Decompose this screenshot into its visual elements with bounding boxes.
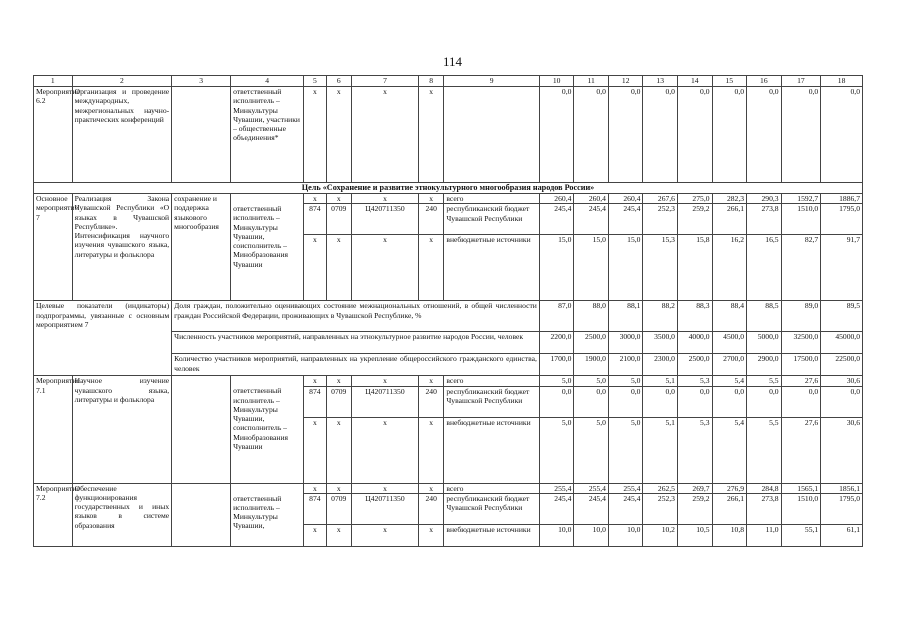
budget-code: 240: [418, 386, 443, 417]
event-description: Обеспечение функционирования государственных и иных языков в системе образования: [72, 483, 172, 546]
funding-source: внебюджетные источники: [444, 235, 539, 301]
value-cell: 61,1: [821, 524, 863, 546]
value-cell: 0,0: [574, 87, 609, 183]
value-cell: 27,6: [781, 376, 821, 386]
indicator-text: Доля граждан, положительно оценивающих состояние межнациональных отношений, в общей численности граждан Российской Федерации, проживающих в Чувашской Республике, %: [172, 301, 540, 332]
event-name: Основное мероприятие 7: [34, 194, 73, 301]
value-cell: 88,0: [574, 301, 609, 332]
value-cell: 245,4: [608, 204, 643, 235]
value-cell: 0,0: [677, 386, 712, 417]
header-cell: 8: [418, 76, 443, 87]
budget-code: Ц420711350: [351, 386, 418, 417]
header-cell: 10: [539, 76, 574, 87]
value-cell: 1565,1: [781, 483, 821, 493]
header-cell: 15: [712, 76, 747, 87]
value-cell: 22500,0: [821, 354, 863, 376]
value-cell: 16,5: [747, 235, 782, 301]
value-cell: 1700,0: [539, 354, 574, 376]
value-cell: 87,0: [539, 301, 574, 332]
budget-code: x: [351, 483, 418, 493]
value-cell: 91,7: [821, 235, 863, 301]
value-cell: 5,5: [747, 417, 782, 483]
value-cell: 290,3: [747, 194, 782, 204]
value-cell: 0,0: [539, 87, 574, 183]
value-cell: 5,3: [677, 376, 712, 386]
indicator-row: [34, 301, 863, 332]
value-cell: 0,0: [677, 87, 712, 183]
value-cell: 2100,0: [608, 354, 643, 376]
value-cell: 245,4: [574, 204, 609, 235]
value-cell: 284,8: [747, 483, 782, 493]
budget-code: x: [326, 483, 351, 493]
value-cell: 260,4: [574, 194, 609, 204]
budget-code: x: [418, 235, 443, 301]
budget-code: x: [351, 376, 418, 386]
budget-code: x: [326, 194, 351, 204]
value-cell: 255,4: [539, 483, 574, 493]
budget-code: x: [418, 524, 443, 546]
value-cell: 266,1: [712, 493, 747, 524]
program-table: [33, 75, 863, 547]
event-description: Научное изучение чувашского языка, литературы и фольклора: [72, 376, 172, 483]
value-cell: 10,2: [643, 524, 678, 546]
value-cell: 0,0: [747, 87, 782, 183]
value-cell: 5,4: [712, 376, 747, 386]
budget-code: x: [326, 87, 351, 183]
budget-code: Ц420711350: [351, 493, 418, 524]
value-cell: 259,2: [677, 204, 712, 235]
value-cell: 3500,0: [643, 332, 678, 354]
value-cell: 0,0: [781, 386, 821, 417]
value-cell: 5,0: [608, 417, 643, 483]
value-cell: 55,1: [781, 524, 821, 546]
funding-source: республиканский бюджет Чувашской Республики: [444, 493, 539, 524]
value-cell: 16,2: [712, 235, 747, 301]
event-name: Мероприятие 7.2: [34, 483, 73, 546]
value-cell: 5,0: [539, 376, 574, 386]
funding-source: внебюджетные источники: [444, 417, 539, 483]
header-cell: 11: [574, 76, 609, 87]
value-cell: 0,0: [712, 386, 747, 417]
value-cell: 245,4: [539, 204, 574, 235]
table-row: [34, 87, 863, 183]
value-cell: 0,0: [747, 386, 782, 417]
budget-code: x: [418, 417, 443, 483]
value-cell: 15,8: [677, 235, 712, 301]
value-cell: 89,0: [781, 301, 821, 332]
budget-code: x: [418, 483, 443, 493]
value-cell: 2900,0: [747, 354, 782, 376]
value-cell: 269,7: [677, 483, 712, 493]
event-executor: ответственный исполнитель – Минкультуры Чувашии,: [231, 483, 304, 546]
value-cell: 2500,0: [677, 354, 712, 376]
budget-code: 874: [304, 386, 326, 417]
budget-code: 240: [418, 204, 443, 235]
event-name: Мероприятие 7.1: [34, 376, 73, 483]
value-cell: 3000,0: [608, 332, 643, 354]
value-cell: 0,0: [539, 386, 574, 417]
header-cell: 7: [351, 76, 418, 87]
indicator-text: Количество участников мероприятий, направленных на укрепление общероссийского гражданского единства, человек: [172, 354, 540, 376]
funding-source: всего: [444, 194, 539, 204]
value-cell: 5000,0: [747, 332, 782, 354]
budget-code: 874: [304, 493, 326, 524]
value-cell: 10,0: [539, 524, 574, 546]
value-cell: 4000,0: [677, 332, 712, 354]
value-cell: 15,3: [643, 235, 678, 301]
budget-code: x: [304, 417, 326, 483]
value-cell: 0,0: [574, 386, 609, 417]
value-cell: 5,4: [712, 417, 747, 483]
value-cell: 5,5: [747, 376, 782, 386]
budget-code: x: [418, 376, 443, 386]
value-cell: 5,0: [608, 376, 643, 386]
indicator-text: Численность участников мероприятий, направленных на этнокультурное развитие народов России, человек: [172, 332, 540, 354]
value-cell: 1510,0: [781, 204, 821, 235]
value-cell: 11,0: [747, 524, 782, 546]
value-cell: 30,6: [821, 376, 863, 386]
value-cell: 255,4: [608, 483, 643, 493]
budget-code: x: [351, 417, 418, 483]
budget-code: x: [351, 524, 418, 546]
budget-code: 0709: [326, 204, 351, 235]
value-cell: 10,5: [677, 524, 712, 546]
event-executor: ответственный исполнитель – Минкультуры Чувашии, соисполнитель – Минобразования Чувашии: [231, 194, 304, 301]
header-cell: 6: [326, 76, 351, 87]
value-cell: 88,2: [643, 301, 678, 332]
value-cell: 30,6: [821, 417, 863, 483]
value-cell: 0,0: [821, 386, 863, 417]
value-cell: 0,0: [821, 87, 863, 183]
event-goal-cell: сохранение и поддержка языкового многообразия: [172, 194, 231, 301]
header-cell: 13: [643, 76, 678, 87]
value-cell: 275,0: [677, 194, 712, 204]
value-cell: 266,1: [712, 204, 747, 235]
value-cell: 82,7: [781, 235, 821, 301]
value-cell: 5,3: [677, 417, 712, 483]
header-row: [34, 76, 863, 87]
budget-code: x: [304, 483, 326, 493]
value-cell: 1510,0: [781, 493, 821, 524]
value-cell: 245,4: [539, 493, 574, 524]
value-cell: 282,3: [712, 194, 747, 204]
budget-code: x: [326, 376, 351, 386]
value-cell: 1886,7: [821, 194, 863, 204]
value-cell: 15,0: [539, 235, 574, 301]
value-cell: 273,8: [747, 493, 782, 524]
value-cell: 267,6: [643, 194, 678, 204]
header-cell: 1: [34, 76, 73, 87]
value-cell: 0,0: [712, 87, 747, 183]
header-cell: 5: [304, 76, 326, 87]
goal-row: [34, 183, 863, 194]
value-cell: 2500,0: [574, 332, 609, 354]
header-cell: 17: [781, 76, 821, 87]
value-cell: 0,0: [643, 87, 678, 183]
value-cell: 4500,0: [712, 332, 747, 354]
value-cell: 2200,0: [539, 332, 574, 354]
budget-code: x: [304, 87, 326, 183]
header-cell: 18: [821, 76, 863, 87]
budget-code: x: [304, 376, 326, 386]
value-cell: 32500,0: [781, 332, 821, 354]
budget-code: x: [351, 194, 418, 204]
budget-code: x: [304, 524, 326, 546]
value-cell: 27,6: [781, 417, 821, 483]
value-cell: 276,9: [712, 483, 747, 493]
budget-code: x: [304, 235, 326, 301]
value-cell: 5,0: [539, 417, 574, 483]
value-cell: 5,0: [574, 417, 609, 483]
event-executor: ответственный исполнитель – Минкультуры Чувашии, участники – общественные объединения*: [231, 87, 304, 183]
budget-code: x: [304, 194, 326, 204]
event-name: Мероприятие 6.2: [34, 87, 73, 183]
budget-code: x: [351, 87, 418, 183]
header-cell: 14: [677, 76, 712, 87]
funding-source: республиканский бюджет Чувашской Республики: [444, 386, 539, 417]
page-number: 114: [442, 54, 463, 69]
value-cell: 1795,0: [821, 493, 863, 524]
value-cell: 5,1: [643, 376, 678, 386]
value-cell: 88,5: [747, 301, 782, 332]
event-goal-cell: [172, 376, 231, 483]
budget-code: x: [326, 524, 351, 546]
value-cell: 1900,0: [574, 354, 609, 376]
value-cell: 15,0: [574, 235, 609, 301]
value-cell: 0,0: [643, 386, 678, 417]
value-cell: 5,0: [574, 376, 609, 386]
budget-code: x: [326, 417, 351, 483]
event-description: Организация и проведение международных, межрегиональных научно-практических конференций: [72, 87, 172, 183]
goal-heading: Цель «Сохранение и развитие этнокультурного многообразия народов России»: [34, 183, 863, 194]
value-cell: 273,8: [747, 204, 782, 235]
budget-code: x: [418, 87, 443, 183]
budget-code: 0709: [326, 493, 351, 524]
event-goal-cell: [172, 87, 231, 183]
value-cell: 0,0: [781, 87, 821, 183]
value-cell: 45000,0: [821, 332, 863, 354]
value-cell: 1592,7: [781, 194, 821, 204]
table-row: [34, 376, 863, 386]
value-cell: 0,0: [608, 386, 643, 417]
event-goal-cell: [172, 483, 231, 546]
header-cell: 16: [747, 76, 782, 87]
table-row: [34, 483, 863, 493]
budget-code: Ц420711350: [351, 204, 418, 235]
budget-code: x: [418, 194, 443, 204]
budget-code: x: [326, 235, 351, 301]
header-cell: 12: [608, 76, 643, 87]
value-cell: 262,5: [643, 483, 678, 493]
value-cell: 1795,0: [821, 204, 863, 235]
budget-code: 240: [418, 493, 443, 524]
value-cell: 1856,1: [821, 483, 863, 493]
header-cell: 4: [231, 76, 304, 87]
header-cell: 2: [72, 76, 172, 87]
value-cell: 2300,0: [643, 354, 678, 376]
value-cell: 10,0: [574, 524, 609, 546]
budget-code: x: [351, 235, 418, 301]
value-cell: 88,3: [677, 301, 712, 332]
value-cell: 88,4: [712, 301, 747, 332]
value-cell: 255,4: [574, 483, 609, 493]
value-cell: 2700,0: [712, 354, 747, 376]
value-cell: 259,2: [677, 493, 712, 524]
funding-source: республиканский бюджет Чувашской Республики: [444, 204, 539, 235]
funding-source: [444, 87, 539, 183]
funding-source: внебюджетные источники: [444, 524, 539, 546]
value-cell: 0,0: [608, 87, 643, 183]
value-cell: 15,0: [608, 235, 643, 301]
value-cell: 252,3: [643, 204, 678, 235]
table-row: [34, 194, 863, 204]
value-cell: 252,3: [643, 493, 678, 524]
value-cell: 10,8: [712, 524, 747, 546]
value-cell: 5,1: [643, 417, 678, 483]
header-cell: 3: [172, 76, 231, 87]
value-cell: 260,4: [608, 194, 643, 204]
header-cell: 9: [444, 76, 539, 87]
value-cell: 245,4: [608, 493, 643, 524]
value-cell: 245,4: [574, 493, 609, 524]
budget-code: 874: [304, 204, 326, 235]
value-cell: 10,0: [608, 524, 643, 546]
event-executor: ответственный исполнитель – Минкультуры Чувашии, соисполнитель – Минобразования Чувашии: [231, 376, 304, 483]
value-cell: 260,4: [539, 194, 574, 204]
funding-source: всего: [444, 376, 539, 386]
indicators-label: Целевые показатели (индикаторы) подпрограммы, увязанные с основным мероприятием 7: [34, 301, 172, 376]
value-cell: 89,5: [821, 301, 863, 332]
funding-source: всего: [444, 483, 539, 493]
event-description: Реализация Закона Чувашской Республики «О языках в Чувашской Республике». Интенсификация научного изучения чувашского языка, литературы и фольклора: [72, 194, 172, 301]
value-cell: 17500,0: [781, 354, 821, 376]
budget-code: 0709: [326, 386, 351, 417]
value-cell: 88,1: [608, 301, 643, 332]
